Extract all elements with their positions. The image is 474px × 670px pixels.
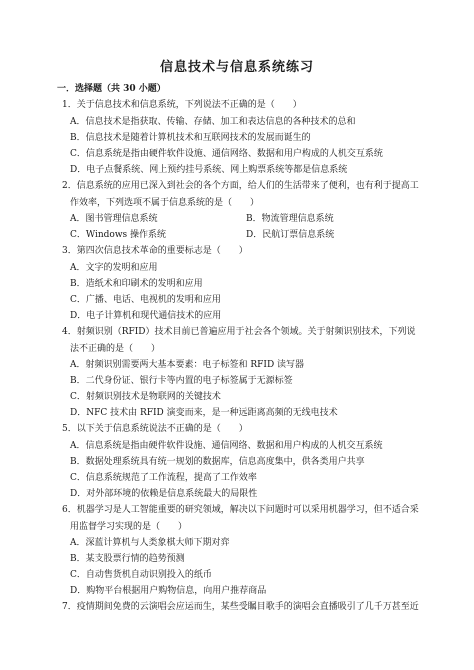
question-1-stem: 1．关于信息技术和信息系统，下列说法不正确的是（ ）	[62, 100, 302, 110]
page-title: 信息技术与信息系统练习	[159, 60, 314, 75]
question-4-stem-line-1: 4．射频识别（RFID）技术目前已普遍应用于社会各个领域。关于射频识别技术，下列说	[62, 327, 416, 337]
question-2-option-a: A．图书管理信息系统	[70, 214, 158, 224]
question-3-option-c: C．广播、电话、电视机的发明和应用	[70, 295, 221, 305]
question-5-stem: 5．以下关于信息系统说法不正确的是（ ）	[62, 424, 248, 434]
question-2-stem-line-1: 2．信息系统的应用已深入到社会的各个方面，给人们的生活带来了便利，也有利于提高工	[62, 181, 419, 191]
question-2-stem-line-2: 作效率，下列选项不属于信息系统的是（ ）	[70, 198, 260, 208]
question-1-option-c: C．信息系统是指由硬件软件设施、通信网络、数据和用户构成的人机交互系统	[70, 149, 383, 159]
question-6-option-d: D．购物平台根据用户购物信息，向用户推荐商品	[70, 586, 267, 596]
question-6-stem-line-2: 用监督学习实现的是（ ）	[70, 522, 188, 532]
question-6-stem-line-1: 6．机器学习是人工智能重要的研究领域，解决以下问题时可以采用机器学习，但不适合采	[62, 505, 419, 515]
question-6-option-b: B．某支股票行情的趋势预测	[70, 554, 185, 564]
question-6-option-c: C．自动售货机自动识别投入的纸币	[70, 570, 212, 580]
question-6-option-a: A．深蓝计算机与人类象棋大师下期对弈	[70, 538, 230, 548]
question-4-option-d: D．NFC 技术由 RFID 演变而来，是一种远距离高频的无线电技术	[70, 408, 338, 418]
question-4-stem-line-2: 法不正确的是（ ）	[70, 344, 161, 354]
question-1-option-a: A．信息技术是指获取、传输、存储、加工和表达信息的各种技术的总和	[70, 117, 356, 127]
question-5-option-c: C．信息系统规范了工作流程，提高了工作效率	[70, 473, 257, 483]
question-3-option-d: D．电子计算机和现代通信技术的应用	[70, 311, 222, 321]
question-1-option-b: B．信息技术是随着计算机技术和互联网技术的发展而诞生的	[70, 133, 311, 143]
question-5-option-a: A．信息系统是指由硬件软件设施、通信网络、数据和用户构成的人机交互系统	[70, 441, 383, 451]
question-7-stem: 7．疫情期间免费的云演唱会应运而生，某些受瞩目歌手的演唱会直播吸引了几千万甚至近	[62, 602, 419, 612]
question-2-option-d: D．民航订票信息系统	[246, 230, 335, 240]
question-3-option-b: B．造纸术和印刷术的发明和应用	[70, 279, 203, 289]
question-4-option-a: A．射频识别需要两大基本要素：电子标签和 RFID 读写器	[70, 360, 305, 370]
question-2-option-b: B．物流管理信息系统	[246, 214, 334, 224]
question-4-option-b: B．二代身份证、银行卡等内置的电子标签属于无源标签	[70, 376, 293, 386]
question-5-option-d: D．对外部环境的依赖是信息系统最大的局限性	[70, 489, 258, 499]
question-4-option-c: C．射频识别技术是物联网的关键技术	[70, 392, 221, 402]
question-5-option-b: B．数据处理系统具有统一规划的数据库，信息高度集中，供各类用户共享	[70, 457, 365, 467]
question-3-option-a: A．文字的发明和应用	[70, 263, 158, 273]
section-heading: 一．选择题（共 30 小题）	[57, 84, 166, 94]
question-1-option-d: D．电子点餐系统、网上预约挂号系统、网上购票系统等都是信息系统	[70, 165, 348, 175]
question-2-option-c: C．Windows 操作系统	[70, 230, 167, 240]
question-3-stem: 3．第四次信息技术革命的重要标志是（ ）	[62, 246, 248, 256]
